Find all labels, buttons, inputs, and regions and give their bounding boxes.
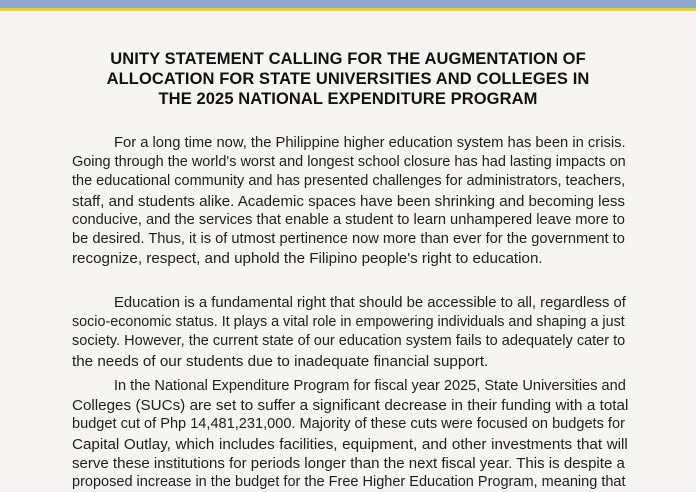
paragraph-line: society. However, the current state of our education system fails to adequately cater to xyxy=(72,333,626,350)
paragraph-line: recognize, respect, and uphold the Filipino people's right to education. xyxy=(72,250,543,268)
paragraph-1 xyxy=(72,134,628,268)
paragraph-line: For a long time now, the Philippine higher education system has been in crisis. xyxy=(114,135,626,151)
paragraph-3 xyxy=(72,377,628,492)
paragraph-line: the needs of our students due to inadequate financial support. xyxy=(72,352,489,370)
paragraph-line: socio-economic status. It plays a vital role in empowering individuals and shaping a just xyxy=(72,314,625,331)
title-line-2: ALLOCATION FOR STATE UNIVERSITIES AND COLLEGES IN xyxy=(106,70,590,88)
title-line-1: UNITY STATEMENT CALLING FOR THE AUGMENTATION OF xyxy=(110,50,586,68)
page-top-border xyxy=(0,0,696,8)
paragraph-line: proposed increase in the budget for the Free Higher Education Program, meaning that xyxy=(72,474,626,491)
paragraph-line: staff, and students alike. Academic spaces have been shrinking and becoming less xyxy=(72,192,625,210)
title-line-3: THE 2025 NATIONAL EXPENDITURE PROGRAM xyxy=(158,90,538,108)
paragraph-line: In the National Expenditure Program for fiscal year 2025, State Universities and xyxy=(114,378,626,394)
paragraph-line: serve these institutions for periods longer than the next fiscal year. This is despite a xyxy=(72,454,625,472)
paragraph-line: Capital Outlay, which includes facilities, equipment, and other investments that will xyxy=(72,435,628,453)
paragraph-line: Education is a fundamental right that should be accessible to all, regardless of xyxy=(114,295,626,311)
document-page xyxy=(0,11,696,491)
paragraph-line: conducive, and the services that enable a student to learn unhampered leave more to xyxy=(72,211,625,228)
paragraph-2 xyxy=(72,294,628,371)
paragraph-line: Going through the world's worst and longest school closure has had lasting impacts on xyxy=(72,154,626,171)
paragraph-line: the educational community and has presented challenges for administrators, teachers, xyxy=(72,173,626,190)
statement-title xyxy=(60,49,636,109)
paragraph-line: be desired. Thus, it is of utmost pertinence now more than ever for the government to xyxy=(72,231,625,248)
paragraph-line: Colleges (SUCs) are set to suffer a significant decrease in their funding with a total xyxy=(72,397,629,415)
paragraph-line: budget cut of Php 14,481,231,000. Majority of these cuts were focused on budgets for xyxy=(72,416,625,433)
